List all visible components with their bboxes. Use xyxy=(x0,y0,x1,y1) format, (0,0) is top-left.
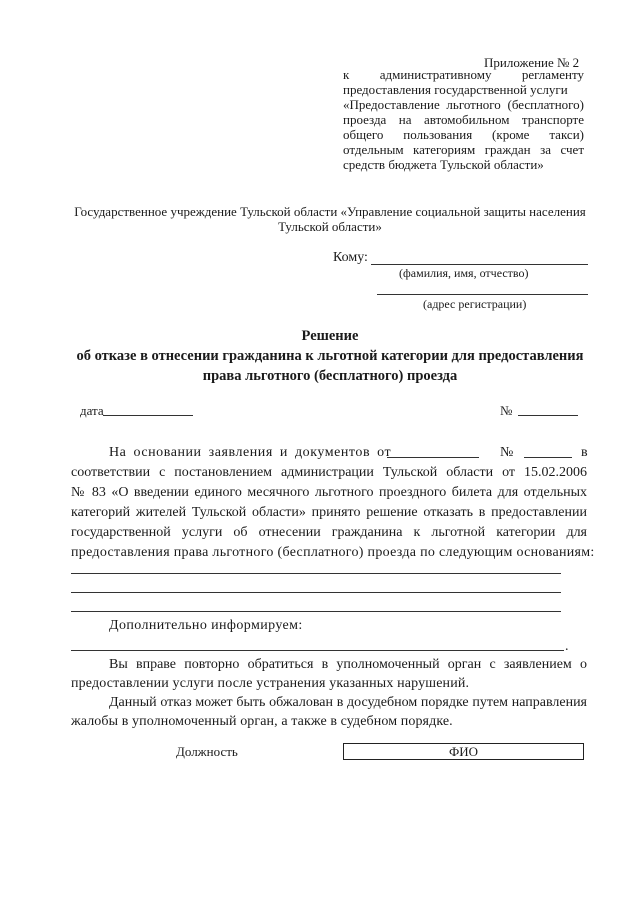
paragraph-line: соответствии с постановлением администрации Тульской области от 15.02.2006 xyxy=(71,465,587,480)
additional-info-label: Дополнительно информируем: xyxy=(109,618,303,633)
recipient-name-caption: (фамилия, имя, отчество) xyxy=(399,266,529,280)
paragraph-line: жалобы в уполномоченный орган, а также в судебном порядке. xyxy=(71,714,453,729)
paragraph-line: государственной услуги об отнесении гражданина к льготной категории для xyxy=(71,525,587,540)
recipient-address-field[interactable] xyxy=(377,294,588,295)
appendix-line: общего пользования (кроме такси) xyxy=(343,127,584,142)
appendix-line: предоставления государственной услуги xyxy=(343,82,568,97)
recipient-address-caption: (адрес регистрации) xyxy=(423,297,527,311)
grounds-line[interactable] xyxy=(71,573,561,574)
appendix-title: Приложение № 2 xyxy=(484,55,580,70)
additional-info-line[interactable] xyxy=(71,650,564,651)
institution-name: Государственное учреждение Тульской области «Управление социальной защиты населения xyxy=(74,204,586,219)
recipient-name-field[interactable] xyxy=(371,264,588,265)
date-field[interactable] xyxy=(103,415,193,416)
appendix-line: «Предоставление льготного (бесплатного) xyxy=(343,97,584,112)
appendix-line: средств бюджета Тульской области» xyxy=(343,157,544,172)
appendix-line: отдельным категориям граждан за счет xyxy=(343,142,584,157)
to-label: Кому: xyxy=(333,250,368,265)
grounds-line[interactable] xyxy=(71,611,561,612)
number-label: № xyxy=(500,403,513,418)
paragraph-line: предоставлении услуги после устранения указанных нарушений. xyxy=(71,676,470,691)
paragraph-line: Данный отказ может быть обжалован в досудебном порядке путем направления xyxy=(109,695,587,710)
institution-name-cont: Тульской области» xyxy=(278,219,382,234)
document-subtitle: об отказе в отнесении гражданина к льготной категории для предоставления xyxy=(76,348,584,364)
paragraph-line: Вы вправе повторно обратиться в уполномоченный орган с заявлением о xyxy=(109,657,587,672)
application-number-label: № xyxy=(500,445,514,460)
appendix-line: к административному регламенту xyxy=(343,67,584,82)
fio-box[interactable] xyxy=(343,743,584,760)
paragraph-intro: На основании заявления и документов от xyxy=(109,445,392,460)
application-date-field[interactable] xyxy=(387,457,479,458)
paragraph-line: № 83 «О введении единого месячного льготного проездного билета для отдельных xyxy=(71,485,587,500)
document-title: Решение xyxy=(301,328,359,344)
paragraph-intro-v: в xyxy=(581,445,588,460)
paragraph-line: категорий жителей Тульской области» принято решение отказать в предоставлении xyxy=(71,505,587,520)
document-subtitle-cont: права льготного (бесплатного) проезда xyxy=(202,368,458,384)
fio-label: ФИО xyxy=(448,744,479,759)
date-label: дата xyxy=(80,403,104,418)
grounds-line[interactable] xyxy=(71,592,561,593)
number-field[interactable] xyxy=(518,415,578,416)
application-number-field[interactable] xyxy=(524,457,572,458)
paragraph-line: предоставления права льготного (бесплатного) проезда по следующим основаниям: xyxy=(71,545,595,560)
appendix-line: проезда на автомобильном транспорте xyxy=(343,112,584,127)
additional-info-period: . xyxy=(565,639,569,654)
position-label: Должность xyxy=(176,744,238,759)
